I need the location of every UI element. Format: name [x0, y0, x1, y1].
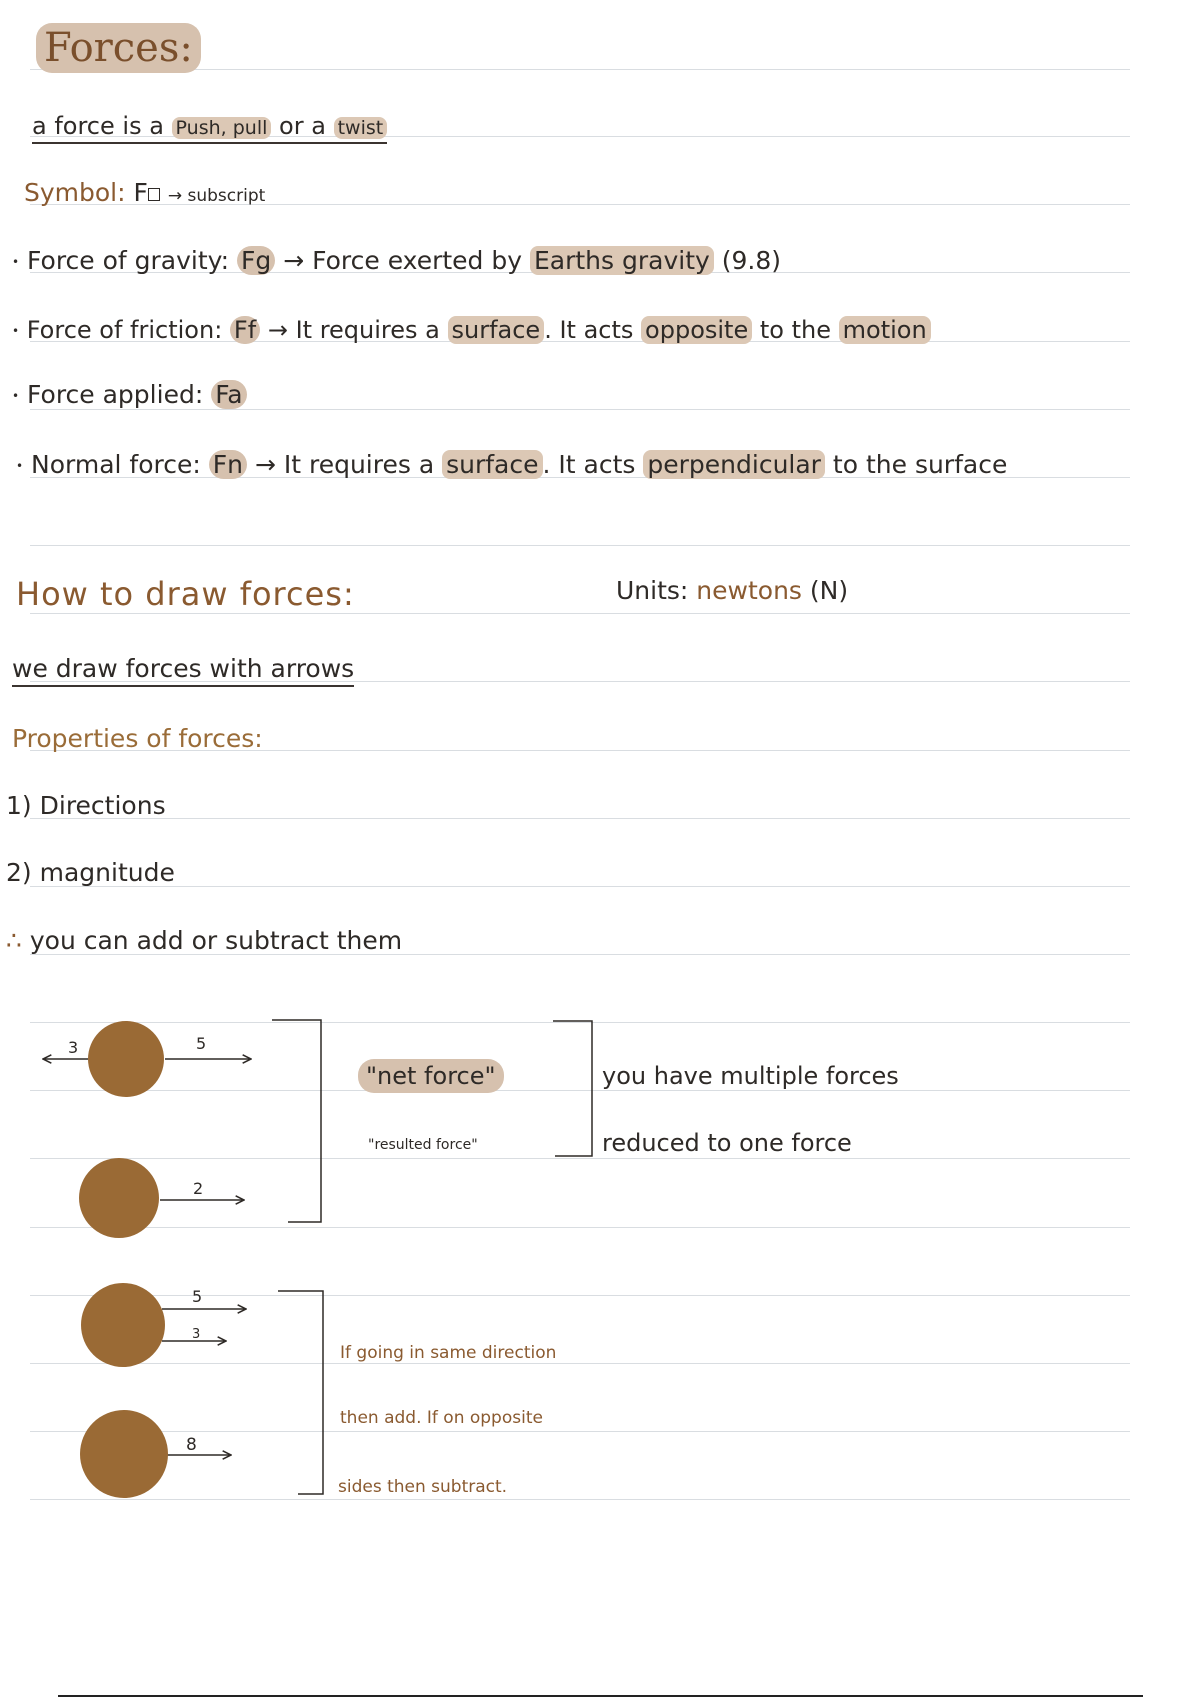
object-ball [81, 1283, 165, 1367]
page-title-text: Forces: [36, 23, 201, 73]
example-2-ball-result [80, 1410, 230, 1498]
result-force-label: 2 [193, 1179, 204, 1198]
bracket-net-force [272, 1020, 321, 1222]
object-ball [80, 1410, 168, 1498]
example-1-ball-result [79, 1158, 243, 1238]
net-force-desc-1: you have multiple forces [602, 1062, 899, 1090]
friction-arrow: → [267, 316, 288, 344]
net-force-desc-2: reduced to one force [602, 1129, 852, 1157]
normal-arrow: → [254, 450, 276, 479]
gravity-symbol: Fg [237, 246, 275, 275]
rule-note-line-3: sides then subtract. [338, 1477, 508, 1497]
property-number: 1) [6, 791, 32, 820]
normal-label: Normal force: [31, 450, 201, 479]
friction-desc-a: It requires a [295, 316, 440, 344]
friction-highlight-motion: motion [839, 316, 931, 344]
therefore-icon: ∴ [6, 926, 22, 955]
applied-line: • Force applied: Fa [12, 382, 247, 407]
gravity-label: Force of gravity: [27, 246, 230, 275]
right-force-label: 5 [196, 1034, 207, 1053]
bracket-rule [278, 1291, 323, 1494]
normal-desc-b: . It acts [542, 450, 636, 479]
force-a-label: 5 [192, 1287, 203, 1306]
friction-desc-c: to the [759, 316, 831, 344]
bottom-rule [58, 1695, 1143, 1697]
applied-label: Force applied: [27, 380, 204, 409]
normal-symbol: Fn [209, 450, 247, 479]
draw-heading: How to draw forces: [16, 575, 355, 613]
normal-line: • Normal force: Fn → It requires a surface . It acts perpendicular to the surface [16, 450, 1008, 479]
property-number: 2) [6, 858, 32, 887]
properties-heading: Properties of forces: [12, 724, 263, 753]
property-text: magnitude [39, 858, 175, 887]
definition-mid: or a [279, 112, 326, 140]
friction-label: Force of friction: [26, 316, 223, 344]
symbol-arrow-note: → subscript [167, 186, 266, 206]
object-ball [88, 1021, 164, 1097]
force-b-label: 3 [192, 1327, 201, 1342]
definition-prefix: a force is a [32, 112, 164, 140]
rule-note-line-1: If going in same direction [340, 1343, 557, 1363]
therefore-text: you can add or subtract them [29, 926, 403, 955]
rule-note-line-2: then add. If on opposite [340, 1408, 543, 1428]
units-symbol: (N) [809, 576, 849, 605]
friction-symbol: Ff [230, 316, 260, 344]
friction-highlight-opposite: opposite [641, 316, 752, 344]
normal-highlight-perpendicular: perpendicular [643, 450, 825, 479]
gravity-arrow: → [283, 246, 305, 275]
left-force-label: 3 [68, 1038, 79, 1057]
gravity-line: • Force of gravity: Fg → Force exerted by Earths gravity (9.8) [12, 246, 782, 275]
example-1-ball-a [44, 1021, 250, 1097]
resulted-force-label: "resulted force" [368, 1137, 478, 1153]
bracket-description [553, 1021, 592, 1156]
result-force-label: 8 [186, 1435, 197, 1455]
friction-highlight-surface: surface [448, 316, 545, 344]
normal-desc-c: to the surface [832, 450, 1008, 479]
property-text: Directions [39, 791, 166, 820]
symbol-label: Symbol: [24, 178, 126, 207]
applied-symbol: Fa [211, 380, 246, 409]
definition-highlight: Push, pull [172, 117, 272, 139]
symbol-value: F [133, 178, 148, 207]
normal-highlight-surface: surface [442, 450, 542, 479]
arrows-line-text: we draw forces with arrows [12, 654, 354, 687]
gravity-desc-highlight: Earths gravity [530, 246, 714, 275]
normal-desc-a: It requires a [283, 450, 435, 479]
gravity-value: (9.8) [721, 246, 782, 275]
definition-twist: twist [334, 117, 388, 139]
gravity-desc: Force exerted by [312, 246, 523, 275]
units-value: newtons [696, 576, 802, 605]
object-ball [79, 1158, 159, 1238]
units-label: Units: [616, 576, 689, 605]
example-2-ball-a [81, 1283, 245, 1367]
friction-line: • Force of friction: Ff → It requires a surface . It acts opposite to the motion [12, 318, 931, 342]
net-force-text: "net force" [358, 1059, 504, 1093]
friction-desc-b: . It acts [544, 316, 634, 344]
